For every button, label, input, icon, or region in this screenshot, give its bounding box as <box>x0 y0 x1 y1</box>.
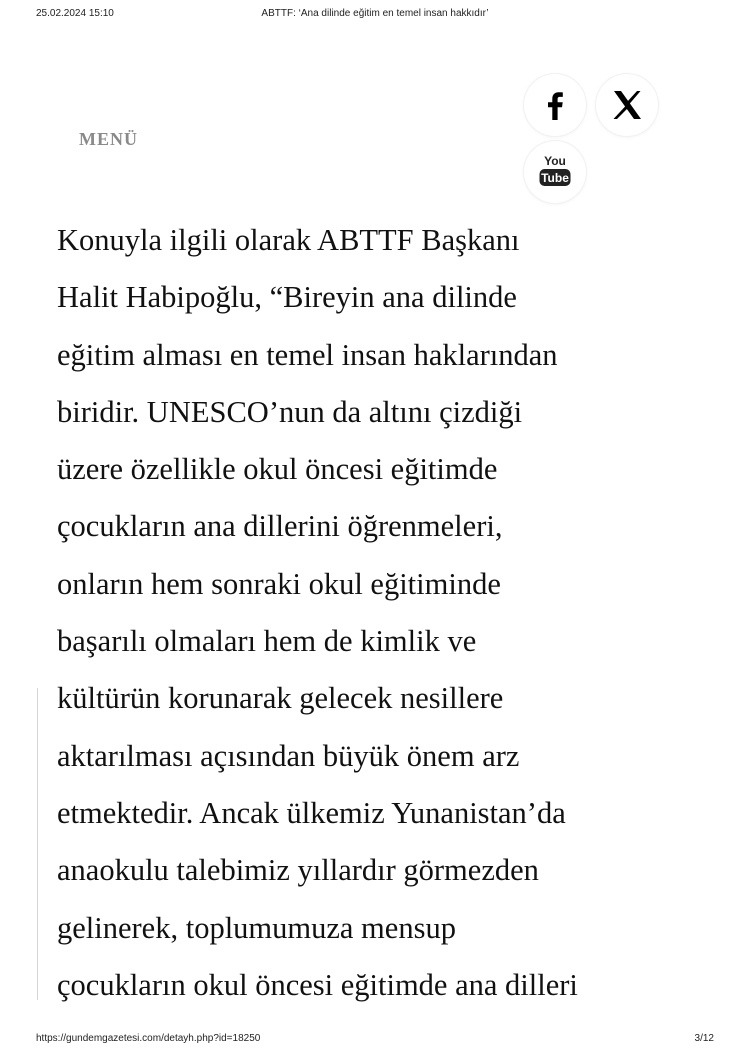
article-line: etmektedir. Ancak ülkemiz Yunanistan’da <box>57 795 566 830</box>
youtube-link[interactable] <box>524 141 586 203</box>
left-divider <box>37 688 38 1000</box>
youtube-icon-text-top: You <box>544 154 566 168</box>
page-indicator: 3/12 <box>694 1033 714 1044</box>
article-line: başarılı olmaları hem de kimlik ve <box>57 624 477 659</box>
article-line: anaokulu talebimiz yıllardır görmezden <box>57 853 539 888</box>
facebook-icon <box>524 74 586 136</box>
print-datetime: 25.02.2024 15:10 <box>36 8 114 19</box>
x-icon <box>596 74 658 136</box>
x-link[interactable] <box>596 74 658 136</box>
article-line: çocukların okul öncesi eğitimde ana dilleri <box>57 967 578 1002</box>
article-line: kültürün korunarak gelecek nesillere <box>57 681 504 716</box>
article-body <box>57 212 717 1014</box>
article-line: Halit Habipoğlu, “Bireyin ana dilinde <box>57 280 517 315</box>
print-header <box>36 8 714 24</box>
article-line: onların hem sonraki okul eğitiminde <box>57 566 501 601</box>
print-url: https://gundemgazetesi.com/detayh.php?id=18250 <box>36 1033 261 1044</box>
article-line: eğitim alması en temel insan haklarından <box>57 337 558 372</box>
article-line: Konuyla ilgili olarak ABTTF Başkanı <box>57 223 520 257</box>
article-line: üzere özellikle okul öncesi eğitimde <box>57 452 498 487</box>
youtube-icon-text-bottom: Tube <box>541 171 569 185</box>
print-footer <box>36 1033 714 1049</box>
facebook-link[interactable] <box>524 74 586 136</box>
article-line: biridir. UNESCO’nun da altını çizdiği <box>57 394 523 429</box>
menu-button[interactable]: MENÜ <box>79 129 138 149</box>
article-line: aktarılması açısından büyük önem arz <box>57 738 520 773</box>
article-line: gelinerek, toplumumuza mensup <box>57 910 456 945</box>
youtube-icon <box>524 141 586 203</box>
article-line: çocukların ana dillerini öğrenmeleri, <box>57 509 503 544</box>
print-document-title: ABTTF: ‘Ana dilinde eğitim en temel insan hakkıdır’ <box>261 8 489 19</box>
